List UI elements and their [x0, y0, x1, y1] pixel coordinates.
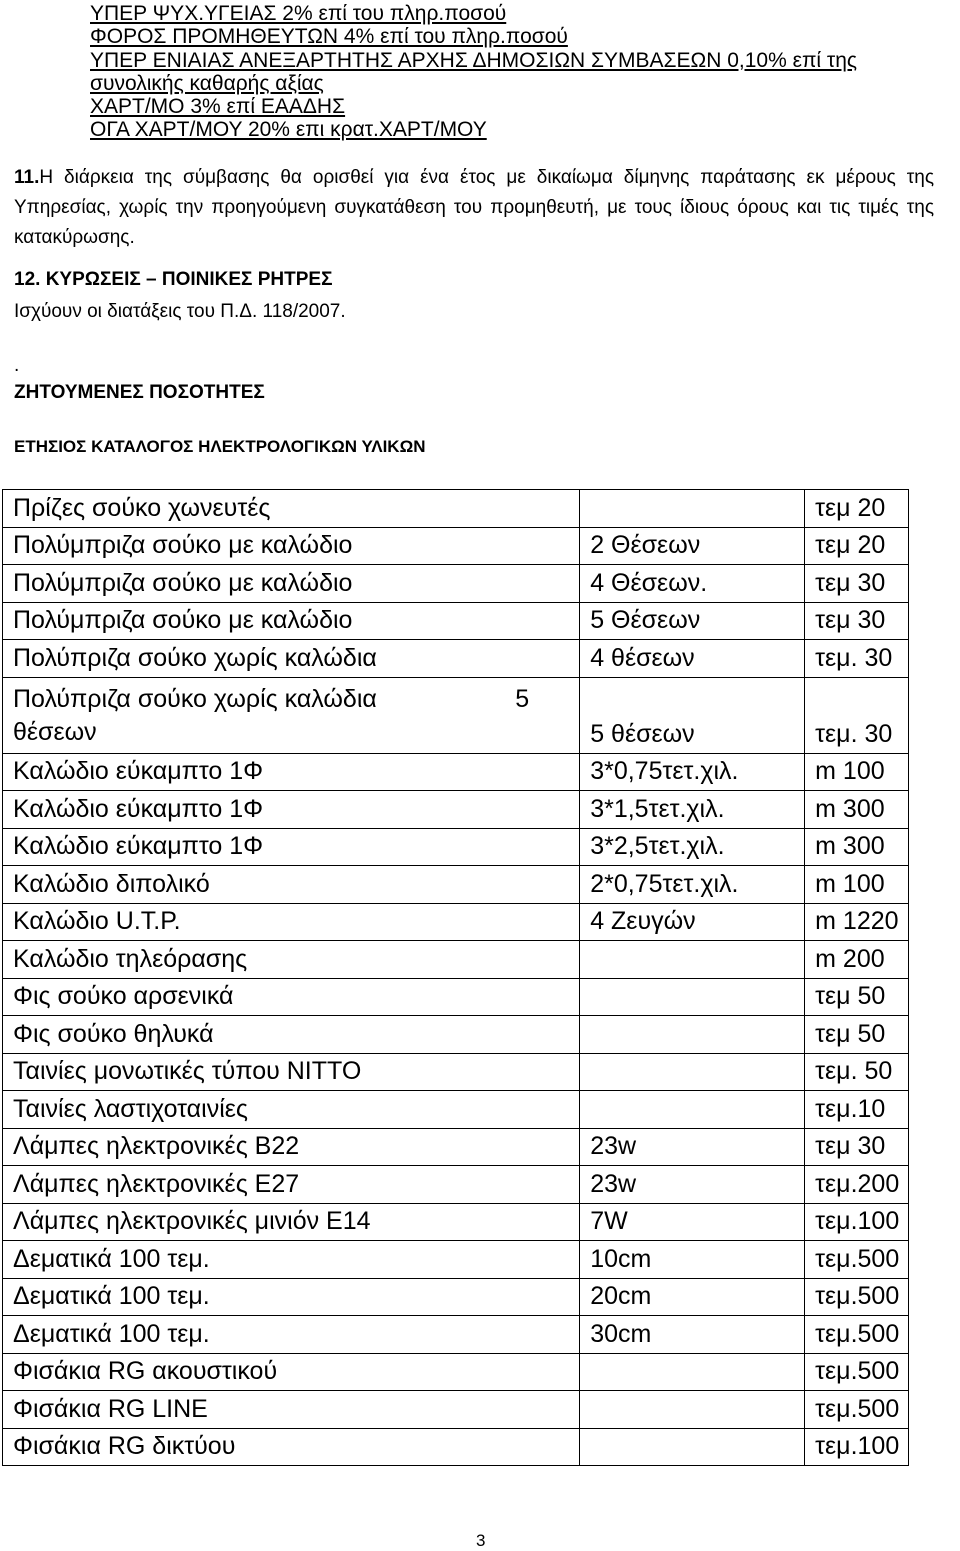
item-name-cell: Φισάκια RG ακουστικού	[3, 1353, 580, 1391]
table-row	[3, 1316, 909, 1354]
table-row	[3, 941, 909, 979]
item-quantity-cell: τεμ. 30	[805, 640, 909, 678]
table-row	[3, 978, 909, 1016]
item-quantity-cell: τεμ.500	[805, 1316, 909, 1354]
item-quantity-cell: m 300	[805, 828, 909, 866]
item-name-cell: Καλώδιο τηλεόρασης	[3, 941, 580, 979]
tax-line: ΟΓΑ ΧΑΡΤ/ΜΟΥ 20% επι κρατ.ΧΑΡΤ/ΜΟΥ	[90, 118, 487, 142]
item-spec-cell	[580, 1353, 805, 1391]
item-name-cell: Δεματικά 100 τεμ.	[3, 1278, 580, 1316]
item-name-cell: Δεματικά 100 τεμ.	[3, 1316, 580, 1354]
table-row	[3, 1203, 909, 1241]
table-row	[3, 1166, 909, 1204]
item-quantity-cell: τεμ 50	[805, 1016, 909, 1054]
item-spec-cell	[580, 978, 805, 1016]
item-spec-cell: 3*2,5τετ.χιλ.	[580, 828, 805, 866]
item-quantity-cell: τεμ.10	[805, 1091, 909, 1129]
tax-line: συνολικής καθαρής αξίας	[90, 71, 324, 95]
item-spec-cell: 23w	[580, 1128, 805, 1166]
item-name-cell: Φις σούκο θηλυκά	[3, 1016, 580, 1054]
table-row	[3, 1391, 909, 1429]
item-quantity-cell: τεμ 50	[805, 978, 909, 1016]
requested-quantities-title: ΖΗΤΟΥΜΕΝΕΣ ΠΟΣΟΤΗΤΕΣ	[14, 382, 265, 403]
tax-line: ΥΠΕΡ ΨΥΧ.ΥΓΕΙΑΣ 2% επί του πληρ.ποσού	[90, 2, 507, 25]
catalog-title: ΕΤΗΣΙΟΣ ΚΑΤΑΛΟΓΟΣ ΗΛΕΚΤΡΟΛΟΓΙΚΩΝ ΥΛΙΚΩΝ	[14, 437, 426, 456]
table-row	[3, 1091, 909, 1129]
item-spec-cell	[580, 1091, 805, 1129]
table-row	[3, 565, 909, 603]
item-quantity-cell: m 300	[805, 791, 909, 829]
table-row	[3, 1128, 909, 1166]
clause-11-number: 11.	[14, 167, 40, 188]
item-spec-cell	[580, 941, 805, 979]
item-spec-cell: 4 Ζευγών	[580, 903, 805, 941]
item-quantity-cell: τεμ. 30	[805, 677, 909, 753]
item-spec-cell: 3*1,5τετ.χιλ.	[580, 791, 805, 829]
item-name-cell: Ταινίες λαστιχοταινίες	[3, 1091, 580, 1129]
table-row	[3, 1428, 909, 1466]
table-row	[3, 903, 909, 941]
table-row	[3, 677, 909, 753]
item-spec-cell	[580, 1391, 805, 1429]
item-quantity-cell: τεμ.500	[805, 1278, 909, 1316]
table-row	[3, 828, 909, 866]
item-name-cell: Πρίζες σούκο χωνευτές	[3, 490, 580, 528]
table-row	[3, 1278, 909, 1316]
item-name-cell: Φις σούκο αρσενικά	[3, 978, 580, 1016]
item-quantity-cell: τεμ 30	[805, 602, 909, 640]
item-quantity-cell: τεμ 30	[805, 565, 909, 603]
item-quantity-cell: τεμ.500	[805, 1353, 909, 1391]
tax-line: ΧΑΡΤ/ΜΟ 3% επί ΕΑΑΔΗΣ	[90, 95, 346, 119]
item-spec-cell: 4 θέσεων	[580, 640, 805, 678]
item-name-cell: Καλώδιο U.T.P.	[3, 903, 580, 941]
table-row	[3, 640, 909, 678]
item-quantity-cell: τεμ.200	[805, 1166, 909, 1204]
item-name-cell: Καλώδιο εύκαμπτο 1Φ	[3, 753, 580, 791]
tax-withholding-lines	[90, 2, 940, 142]
item-name-cell: Φισάκια RG LINE	[3, 1391, 580, 1429]
item-spec-cell: 2*0,75τετ.χιλ.	[580, 866, 805, 904]
item-quantity-cell: τεμ. 50	[805, 1053, 909, 1091]
item-name-cell: Λάμπες ηλεκτρονικές μινιόν Ε14	[3, 1203, 580, 1241]
item-quantity-cell: τεμ 20	[805, 490, 909, 528]
item-name-extra: 5	[515, 684, 530, 713]
item-spec-cell	[580, 490, 805, 528]
item-name-cell: Λάμπες ηλεκτρονικές Β22	[3, 1128, 580, 1166]
item-quantity-cell: τεμ.500	[805, 1391, 909, 1429]
item-spec-cell: 7W	[580, 1203, 805, 1241]
item-spec-cell: 3*0,75τετ.χιλ.	[580, 753, 805, 791]
table-row	[3, 1241, 909, 1279]
item-quantity-cell: τεμ.100	[805, 1203, 909, 1241]
table-row	[3, 753, 909, 791]
item-name-line	[13, 683, 569, 716]
table-row	[3, 791, 909, 829]
table-row	[3, 866, 909, 904]
item-spec-cell: 5 θέσεων	[580, 677, 805, 753]
table-row	[3, 1053, 909, 1091]
item-name-cell: Πολύμπριζα σούκο με καλώδιο	[3, 527, 580, 565]
item-quantity-cell: τεμ.100	[805, 1428, 909, 1466]
item-spec-cell: 30cm	[580, 1316, 805, 1354]
item-quantity-cell: τεμ 30	[805, 1128, 909, 1166]
item-name-cell: Πολύπριζα σούκο χωρίς καλώδια	[3, 640, 580, 678]
item-quantity-cell: m 100	[805, 753, 909, 791]
page-number: 3	[476, 1531, 486, 1550]
item-quantity-cell: m 1220	[805, 903, 909, 941]
item-name-cell: Λάμπες ηλεκτρονικές Ε27	[3, 1166, 580, 1204]
item-spec-cell: 5 Θέσεων	[580, 602, 805, 640]
table-row	[3, 1016, 909, 1054]
clause-11-paragraph	[14, 163, 934, 253]
item-quantity-cell: τεμ 20	[805, 527, 909, 565]
table-row	[3, 490, 909, 528]
item-name-cell: Πολύμπριζα σούκο με καλώδιο	[3, 602, 580, 640]
item-spec-cell: 2 Θέσεων	[580, 527, 805, 565]
item-spec-cell	[580, 1428, 805, 1466]
item-spec-cell: 10cm	[580, 1241, 805, 1279]
item-spec-cell: 4 Θέσεων.	[580, 565, 805, 603]
item-name-cell: Ταινίες μονωτικές τύπου NITTO	[3, 1053, 580, 1091]
materials-table	[2, 489, 909, 1466]
clause-12-text: Ισχύουν οι διατάξεις του Π.Δ. 118/2007.	[14, 301, 346, 322]
item-spec-cell: 23w	[580, 1166, 805, 1204]
item-quantity-cell: m 200	[805, 941, 909, 979]
item-spec-cell	[580, 1053, 805, 1091]
item-quantity-cell: m 100	[805, 866, 909, 904]
clause-12-title: 12. ΚΥΡΩΣΕΙΣ – ΠΟΙΝΙΚΕΣ ΡΗΤΡΕΣ	[14, 269, 333, 290]
item-spec-cell	[580, 1016, 805, 1054]
item-name-cell: Καλώδιο εύκαμπτο 1Φ	[3, 791, 580, 829]
item-name-cell: Φισάκια RG δικτύου	[3, 1428, 580, 1466]
item-spec-cell: 20cm	[580, 1278, 805, 1316]
clause-11-text: Η διάρκεια της σύμβασης θα ορισθεί για ένα έτος με δικαίωμα δίμηνης παράτασης εκ μέρους της Υπηρεσίας, χωρίς την προηγούμενη συγκατάθεση του προμηθευτή, με τους ίδιους όρους και τις τιμές της κατακύρωσης.	[14, 167, 934, 248]
table-row	[3, 527, 909, 565]
item-name-cell: Καλώδιο διπολικό	[3, 866, 580, 904]
table-row	[3, 602, 909, 640]
item-name-cell	[3, 677, 580, 753]
item-quantity-cell: τεμ.500	[805, 1241, 909, 1279]
stray-dot: .	[14, 355, 20, 376]
item-name-cell: Καλώδιο εύκαμπτο 1Φ	[3, 828, 580, 866]
table-row	[3, 1353, 909, 1391]
tax-line: ΥΠΕΡ ΕΝΙΑΙΑΣ ΑΝΕΞΑΡΤΗΤΗΣ ΑΡΧΗΣ ΔΗΜΟΣΙΩΝ ΣΥΜΒΑΣΕΩΝ 0,10% επί της	[90, 48, 858, 72]
item-name-line2: θέσεων	[13, 717, 97, 746]
tax-line: ΦΟΡΟΣ ΠΡΟΜΗΘΕΥΤΩΝ 4% επί του πληρ.ποσού	[90, 25, 568, 49]
item-name-cell: Πολύμπριζα σούκο με καλώδιο	[3, 565, 580, 603]
item-name: Πολύπριζα σούκο χωρίς καλώδια	[13, 684, 377, 713]
item-name-cell: Δεματικά 100 τεμ.	[3, 1241, 580, 1279]
